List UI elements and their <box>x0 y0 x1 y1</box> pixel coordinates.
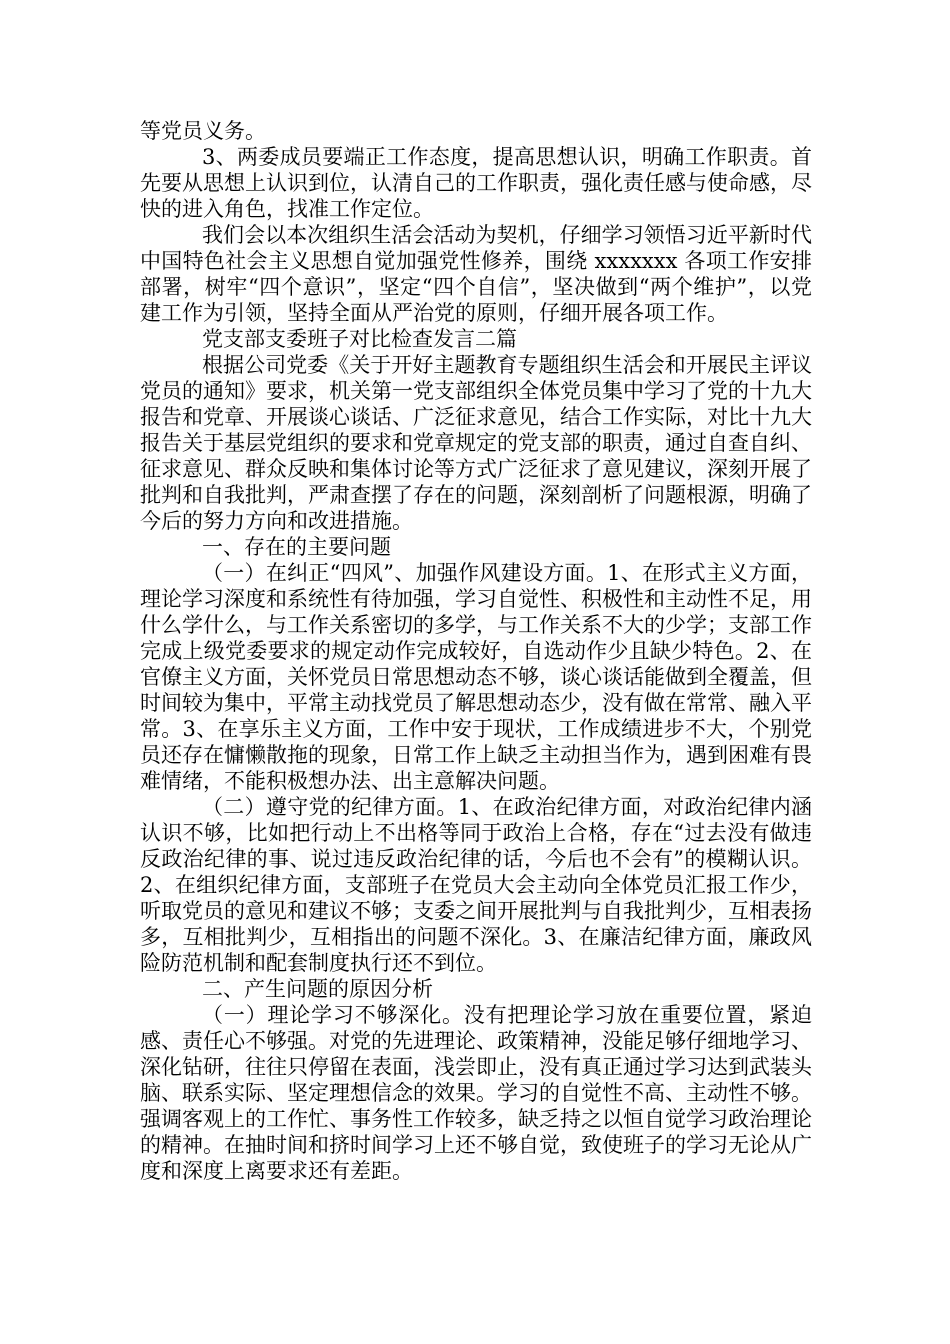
paragraph-continuation: 等党员义务。 <box>140 119 266 143</box>
document-body <box>140 118 812 1184</box>
paragraph-four-styles: （一）在纠正“四风”、加强作风建设方面。1、在形式主义方面，理论学习深度和系统性有待加强，学习自觉性、积极性和主动性不足，用什么学什么，与工作关系密切的多学，与工作关系不大的少学；支部工作完成上级党委要求的规定动作完成较好，自选动作少且缺少特色。2、在官僚主义方面，关怀党员日常思想动态不够，谈心谈话能做到全覆盖，但时间较为集中，平常主动找党员了解思想动态少，没有做在常常、融入平常。3、在享乐主义方面，工作中安于现状，工作成绩进步不大，个别党员还存在慵懒散拖的现象，日常工作上缺乏主动担当作为，遇到困难有畏难情绪，不能积极想办法、出主意解决问题。 <box>140 561 812 793</box>
paragraph-intro: 根据公司党委《关于开好主题教育专题组织生活会和开展民主评议党员的通知》要求，机关第一党支部组织全体党员集中学习了党的十九大报告和党章、开展谈心谈话、广泛征求意见，结合工作实际，对比十九大报告关于基层党组织的要求和党章规定的党支部的职责，通过自查自纠、征求意见、群众反映和集体讨论等方式广泛征求了意见建议，深刻开展了批判和自我批判，严肃查摆了存在的问题，深刻剖析了问题根源，明确了今后的努力方向和改进措施。 <box>140 353 812 533</box>
paragraph-theory-study: （一）理论学习不够深化。没有把理论学习放在重要位置，紧迫感、责任心不够强。对党的先进理论、政策精神，没能足够仔细地学习、深化钻研，往往只停留在表面，浅尝即止，没有真正通过学习达到武装头脑、联系实际、坚定理想信念的效果。学习的自觉性不高、主动性不够。强调客观上的工作忙、事务性工作较多，缺乏持之以恒自觉学习政治理论的精神。在抽时间和挤时间学习上还不够自觉，致使班子的学习无论从广度和深度上离要求还有差距。 <box>140 1003 812 1183</box>
heading-main-problems: 一、存在的主要问题 <box>202 535 391 559</box>
heading-cause-analysis: 二、产生问题的原因分析 <box>202 977 433 1001</box>
paragraph-closing-statement: 我们会以本次组织生活会活动为契机，仔细学习领悟习近平新时代中国特色社会主义思想自觉加强党性修养，围绕 xxxxxxx 各项工作安排部署，树牢“四个意识”，坚定“四个自信”，坚决做到“两个维护”，以党建工作为引领，坚持全面从严治党的原则，仔细开展各项工作。 <box>140 223 812 325</box>
paragraph-party-discipline: （二）遵守党的纪律方面。1、在政治纪律方面，对政治纪律内涵认识不够，比如把行动上不出格等同于政治上合格，存在“过去没有做违反政治纪律的事、说过违反政治纪律的话，今后也不会有”的模糊认识。2、在组织纪律方面，支部班子在党员大会主动向全体党员汇报工作少，听取党员的意见和建议不够；支委之间开展批判与自我批判少，互相表扬多，互相批判少，互相指出的问题不深化。3、在廉洁纪律方面，廉政风险防范机制和配套制度执行还不到位。 <box>140 795 812 975</box>
section-title: 党支部支委班子对比检查发言二篇 <box>202 327 517 351</box>
paragraph-item-3: 3、两委成员要端正工作态度，提高思想认识，明确工作职责。首先要从思想上认识到位，认清自己的工作职责，强化责任感与使命感，尽快的进入角色，找准工作定位。 <box>140 145 812 221</box>
